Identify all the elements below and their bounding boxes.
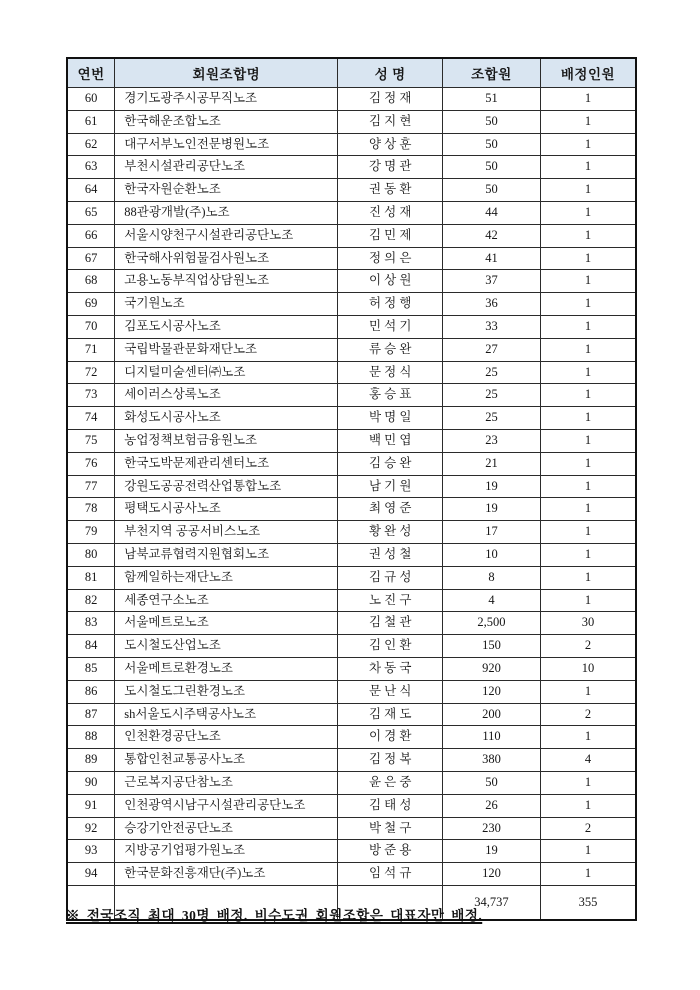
row-number-cell: 75 bbox=[67, 429, 115, 452]
allocation-cell: 1 bbox=[540, 179, 636, 202]
rep-name-cell: 문 정 식 bbox=[338, 361, 443, 384]
allocation-cell: 1 bbox=[540, 201, 636, 224]
table-row bbox=[67, 657, 636, 680]
total-allocation-cell: 355 bbox=[540, 885, 636, 920]
rep-name-cell: 박 명 일 bbox=[338, 407, 443, 430]
allocation-cell: 2 bbox=[540, 817, 636, 840]
members-cell: 19 bbox=[443, 498, 541, 521]
allocation-cell: 10 bbox=[540, 657, 636, 680]
table-body bbox=[67, 88, 636, 886]
union-name-cell: 세이러스상록노조 bbox=[115, 384, 338, 407]
table-row bbox=[67, 521, 636, 544]
rep-name-cell: 최 영 준 bbox=[338, 498, 443, 521]
union-name-cell: 한국문화진흥재단(주)노조 bbox=[115, 863, 338, 886]
members-cell: 26 bbox=[443, 794, 541, 817]
members-cell: 17 bbox=[443, 521, 541, 544]
allocation-cell: 1 bbox=[540, 361, 636, 384]
union-name-cell: 디지털미술센터㈜노조 bbox=[115, 361, 338, 384]
table-row bbox=[67, 840, 636, 863]
union-name-cell: 한국도박문제관리센터노조 bbox=[115, 452, 338, 475]
allocation-cell: 1 bbox=[540, 156, 636, 179]
row-number-cell: 78 bbox=[67, 498, 115, 521]
union-name-cell: 부천지역 공공서비스노조 bbox=[115, 521, 338, 544]
row-number-cell: 69 bbox=[67, 293, 115, 316]
members-cell: 36 bbox=[443, 293, 541, 316]
row-number-cell: 66 bbox=[67, 224, 115, 247]
table-row bbox=[67, 749, 636, 772]
table-row bbox=[67, 224, 636, 247]
union-name-cell: 한국자원순환노조 bbox=[115, 179, 338, 202]
union-name-cell: 승강기안전공단노조 bbox=[115, 817, 338, 840]
members-cell: 19 bbox=[443, 475, 541, 498]
rep-name-cell: 김 규 성 bbox=[338, 566, 443, 589]
table-row bbox=[67, 771, 636, 794]
rep-name-cell: 김 정 재 bbox=[338, 88, 443, 111]
table-row bbox=[67, 384, 636, 407]
table-row bbox=[67, 726, 636, 749]
table-row bbox=[67, 156, 636, 179]
allocation-cell: 1 bbox=[540, 521, 636, 544]
allocation-cell: 1 bbox=[540, 247, 636, 270]
union-name-cell: 부천시설관리공단노조 bbox=[115, 156, 338, 179]
members-cell: 50 bbox=[443, 771, 541, 794]
rep-name-cell: 김 태 성 bbox=[338, 794, 443, 817]
allocation-cell: 1 bbox=[540, 794, 636, 817]
rep-name-cell: 류 승 완 bbox=[338, 338, 443, 361]
members-cell: 50 bbox=[443, 110, 541, 133]
table-row bbox=[67, 612, 636, 635]
row-number-cell: 67 bbox=[67, 247, 115, 270]
members-cell: 19 bbox=[443, 840, 541, 863]
members-cell: 50 bbox=[443, 156, 541, 179]
rep-name-cell: 김 정 복 bbox=[338, 749, 443, 772]
union-name-cell: 한국해사위험물검사원노조 bbox=[115, 247, 338, 270]
row-number-cell: 86 bbox=[67, 680, 115, 703]
members-cell: 42 bbox=[443, 224, 541, 247]
union-name-cell: 서울메트로환경노조 bbox=[115, 657, 338, 680]
union-name-cell: 국기원노조 bbox=[115, 293, 338, 316]
union-name-cell: 한국해운조합노조 bbox=[115, 110, 338, 133]
row-number-cell: 88 bbox=[67, 726, 115, 749]
table-row bbox=[67, 315, 636, 338]
members-cell: 44 bbox=[443, 201, 541, 224]
header-row-number: 연번 bbox=[67, 58, 115, 88]
allocation-cell: 1 bbox=[540, 110, 636, 133]
union-name-cell: 지방공기업평가원노조 bbox=[115, 840, 338, 863]
allocation-cell: 1 bbox=[540, 680, 636, 703]
row-number-cell: 70 bbox=[67, 315, 115, 338]
allocation-cell: 1 bbox=[540, 726, 636, 749]
table-row bbox=[67, 589, 636, 612]
rep-name-cell: 이 경 환 bbox=[338, 726, 443, 749]
row-number-cell: 85 bbox=[67, 657, 115, 680]
header-rep-name: 성 명 bbox=[338, 58, 443, 88]
union-name-cell: 남북교류협력지원협회노조 bbox=[115, 543, 338, 566]
allocation-cell: 1 bbox=[540, 133, 636, 156]
table-row bbox=[67, 201, 636, 224]
union-name-cell: 고용노동부직업상담원노조 bbox=[115, 270, 338, 293]
union-name-cell: 평택도시공사노조 bbox=[115, 498, 338, 521]
table-row bbox=[67, 680, 636, 703]
rep-name-cell: 백 민 엽 bbox=[338, 429, 443, 452]
allocation-cell: 1 bbox=[540, 475, 636, 498]
row-number-cell: 84 bbox=[67, 635, 115, 658]
union-name-cell: 도시철도산업노조 bbox=[115, 635, 338, 658]
header-members: 조합원 bbox=[443, 58, 541, 88]
rep-name-cell: 차 동 국 bbox=[338, 657, 443, 680]
allocation-cell: 1 bbox=[540, 293, 636, 316]
table-row bbox=[67, 110, 636, 133]
rep-name-cell: 권 성 철 bbox=[338, 543, 443, 566]
allocation-cell: 1 bbox=[540, 498, 636, 521]
table-row bbox=[67, 88, 636, 111]
row-number-cell: 79 bbox=[67, 521, 115, 544]
row-number-cell: 87 bbox=[67, 703, 115, 726]
members-cell: 50 bbox=[443, 133, 541, 156]
members-cell: 21 bbox=[443, 452, 541, 475]
members-cell: 23 bbox=[443, 429, 541, 452]
table-row bbox=[67, 179, 636, 202]
allocation-cell: 1 bbox=[540, 384, 636, 407]
footnote: ※ 전국조직 최대 30명 배정. 비수도권 회원조합은 대표자만 배정. bbox=[66, 908, 483, 923]
union-name-cell: 인천환경공단노조 bbox=[115, 726, 338, 749]
allocation-cell: 1 bbox=[540, 88, 636, 111]
table-row bbox=[67, 817, 636, 840]
row-number-cell: 82 bbox=[67, 589, 115, 612]
members-cell: 2,500 bbox=[443, 612, 541, 635]
allocation-cell: 1 bbox=[540, 543, 636, 566]
members-cell: 4 bbox=[443, 589, 541, 612]
row-number-cell: 77 bbox=[67, 475, 115, 498]
rep-name-cell: 김 재 도 bbox=[338, 703, 443, 726]
rep-name-cell: 이 상 원 bbox=[338, 270, 443, 293]
union-name-cell: 김포도시공사노조 bbox=[115, 315, 338, 338]
row-number-cell: 81 bbox=[67, 566, 115, 589]
table-row bbox=[67, 452, 636, 475]
row-number-cell: 62 bbox=[67, 133, 115, 156]
members-cell: 8 bbox=[443, 566, 541, 589]
table-row bbox=[67, 498, 636, 521]
members-cell: 200 bbox=[443, 703, 541, 726]
table-row bbox=[67, 407, 636, 430]
rep-name-cell: 문 난 식 bbox=[338, 680, 443, 703]
members-cell: 10 bbox=[443, 543, 541, 566]
union-name-cell: 경기도광주시공무직노조 bbox=[115, 88, 338, 111]
rep-name-cell: 윤 은 중 bbox=[338, 771, 443, 794]
members-cell: 25 bbox=[443, 384, 541, 407]
union-name-cell: 서울메트로노조 bbox=[115, 612, 338, 635]
table-row bbox=[67, 543, 636, 566]
table-row bbox=[67, 361, 636, 384]
rep-name-cell: 김 민 제 bbox=[338, 224, 443, 247]
table-row bbox=[67, 270, 636, 293]
members-cell: 150 bbox=[443, 635, 541, 658]
allocation-cell: 1 bbox=[540, 840, 636, 863]
rep-name-cell: 박 철 구 bbox=[338, 817, 443, 840]
members-cell: 110 bbox=[443, 726, 541, 749]
rep-name-cell: 권 동 환 bbox=[338, 179, 443, 202]
union-name-cell: 함께일하는재단노조 bbox=[115, 566, 338, 589]
rep-name-cell: 정 의 은 bbox=[338, 247, 443, 270]
row-number-cell: 65 bbox=[67, 201, 115, 224]
rep-name-cell: 황 완 성 bbox=[338, 521, 443, 544]
row-number-cell: 71 bbox=[67, 338, 115, 361]
rep-name-cell: 김 철 관 bbox=[338, 612, 443, 635]
members-cell: 41 bbox=[443, 247, 541, 270]
union-name-cell: 근로복지공단참노조 bbox=[115, 771, 338, 794]
union-name-cell: 강원도공공전력산업통합노조 bbox=[115, 475, 338, 498]
union-name-cell: 대구서부노인전문병원노조 bbox=[115, 133, 338, 156]
allocation-cell: 1 bbox=[540, 315, 636, 338]
row-number-cell: 73 bbox=[67, 384, 115, 407]
members-cell: 920 bbox=[443, 657, 541, 680]
union-name-cell: 세종연구소노조 bbox=[115, 589, 338, 612]
table-row bbox=[67, 475, 636, 498]
union-name-cell: sh서울도시주택공사노조 bbox=[115, 703, 338, 726]
table-row bbox=[67, 338, 636, 361]
row-number-cell: 63 bbox=[67, 156, 115, 179]
allocation-cell: 1 bbox=[540, 452, 636, 475]
table-row bbox=[67, 247, 636, 270]
row-number-cell: 91 bbox=[67, 794, 115, 817]
allocation-cell: 1 bbox=[540, 270, 636, 293]
row-number-cell: 94 bbox=[67, 863, 115, 886]
table-row bbox=[67, 703, 636, 726]
rep-name-cell: 홍 승 표 bbox=[338, 384, 443, 407]
table-row bbox=[67, 293, 636, 316]
table-row bbox=[67, 429, 636, 452]
members-cell: 37 bbox=[443, 270, 541, 293]
allocation-cell: 1 bbox=[540, 429, 636, 452]
row-number-cell: 80 bbox=[67, 543, 115, 566]
rep-name-cell: 김 지 현 bbox=[338, 110, 443, 133]
table-row bbox=[67, 794, 636, 817]
union-name-cell: 국립박물관문화재단노조 bbox=[115, 338, 338, 361]
row-number-cell: 68 bbox=[67, 270, 115, 293]
row-number-cell: 93 bbox=[67, 840, 115, 863]
rep-name-cell: 김 승 완 bbox=[338, 452, 443, 475]
row-number-cell: 60 bbox=[67, 88, 115, 111]
row-number-cell: 83 bbox=[67, 612, 115, 635]
members-cell: 33 bbox=[443, 315, 541, 338]
row-number-cell: 61 bbox=[67, 110, 115, 133]
rep-name-cell: 임 석 규 bbox=[338, 863, 443, 886]
table-row bbox=[67, 566, 636, 589]
members-cell: 120 bbox=[443, 680, 541, 703]
union-name-cell: 도시철도그린환경노조 bbox=[115, 680, 338, 703]
row-number-cell: 76 bbox=[67, 452, 115, 475]
rep-name-cell: 민 석 기 bbox=[338, 315, 443, 338]
header-union-name: 회원조합명 bbox=[115, 58, 338, 88]
union-name-cell: 인천광역시남구시설관리공단노조 bbox=[115, 794, 338, 817]
union-name-cell: 88관광개발(주)노조 bbox=[115, 201, 338, 224]
rep-name-cell: 노 진 구 bbox=[338, 589, 443, 612]
allocation-cell: 1 bbox=[540, 224, 636, 247]
allocation-cell: 1 bbox=[540, 566, 636, 589]
union-name-cell: 서울시양천구시설관리공단노조 bbox=[115, 224, 338, 247]
row-number-cell: 74 bbox=[67, 407, 115, 430]
members-cell: 120 bbox=[443, 863, 541, 886]
members-cell: 27 bbox=[443, 338, 541, 361]
table-row bbox=[67, 133, 636, 156]
allocation-cell: 1 bbox=[540, 338, 636, 361]
header-allocation: 배정인원 bbox=[540, 58, 636, 88]
members-cell: 25 bbox=[443, 407, 541, 430]
total-members-cell: 34,737 bbox=[443, 885, 541, 920]
rep-name-cell: 방 준 용 bbox=[338, 840, 443, 863]
row-number-cell: 64 bbox=[67, 179, 115, 202]
allocation-cell: 2 bbox=[540, 635, 636, 658]
allocation-cell: 2 bbox=[540, 703, 636, 726]
row-number-cell: 72 bbox=[67, 361, 115, 384]
allocation-cell: 1 bbox=[540, 863, 636, 886]
rep-name-cell: 양 상 훈 bbox=[338, 133, 443, 156]
row-number-cell: 92 bbox=[67, 817, 115, 840]
members-cell: 51 bbox=[443, 88, 541, 111]
members-cell: 230 bbox=[443, 817, 541, 840]
row-number-cell: 89 bbox=[67, 749, 115, 772]
rep-name-cell: 허 정 행 bbox=[338, 293, 443, 316]
allocation-cell: 1 bbox=[540, 589, 636, 612]
union-name-cell: 농업정책보험금융원노조 bbox=[115, 429, 338, 452]
rep-name-cell: 강 명 관 bbox=[338, 156, 443, 179]
allocation-cell: 1 bbox=[540, 407, 636, 430]
rep-name-cell: 남 기 원 bbox=[338, 475, 443, 498]
allocation-cell: 1 bbox=[540, 771, 636, 794]
union-name-cell: 통합인천교통공사노조 bbox=[115, 749, 338, 772]
table-row bbox=[67, 635, 636, 658]
allocation-cell: 30 bbox=[540, 612, 636, 635]
table-row bbox=[67, 863, 636, 886]
members-cell: 50 bbox=[443, 179, 541, 202]
header-row bbox=[67, 58, 636, 88]
rep-name-cell: 진 성 재 bbox=[338, 201, 443, 224]
union-name-cell: 화성도시공사노조 bbox=[115, 407, 338, 430]
row-number-cell: 90 bbox=[67, 771, 115, 794]
members-cell: 380 bbox=[443, 749, 541, 772]
union-allocation-table bbox=[66, 57, 637, 921]
rep-name-cell: 김 인 환 bbox=[338, 635, 443, 658]
members-cell: 25 bbox=[443, 361, 541, 384]
allocation-cell: 4 bbox=[540, 749, 636, 772]
